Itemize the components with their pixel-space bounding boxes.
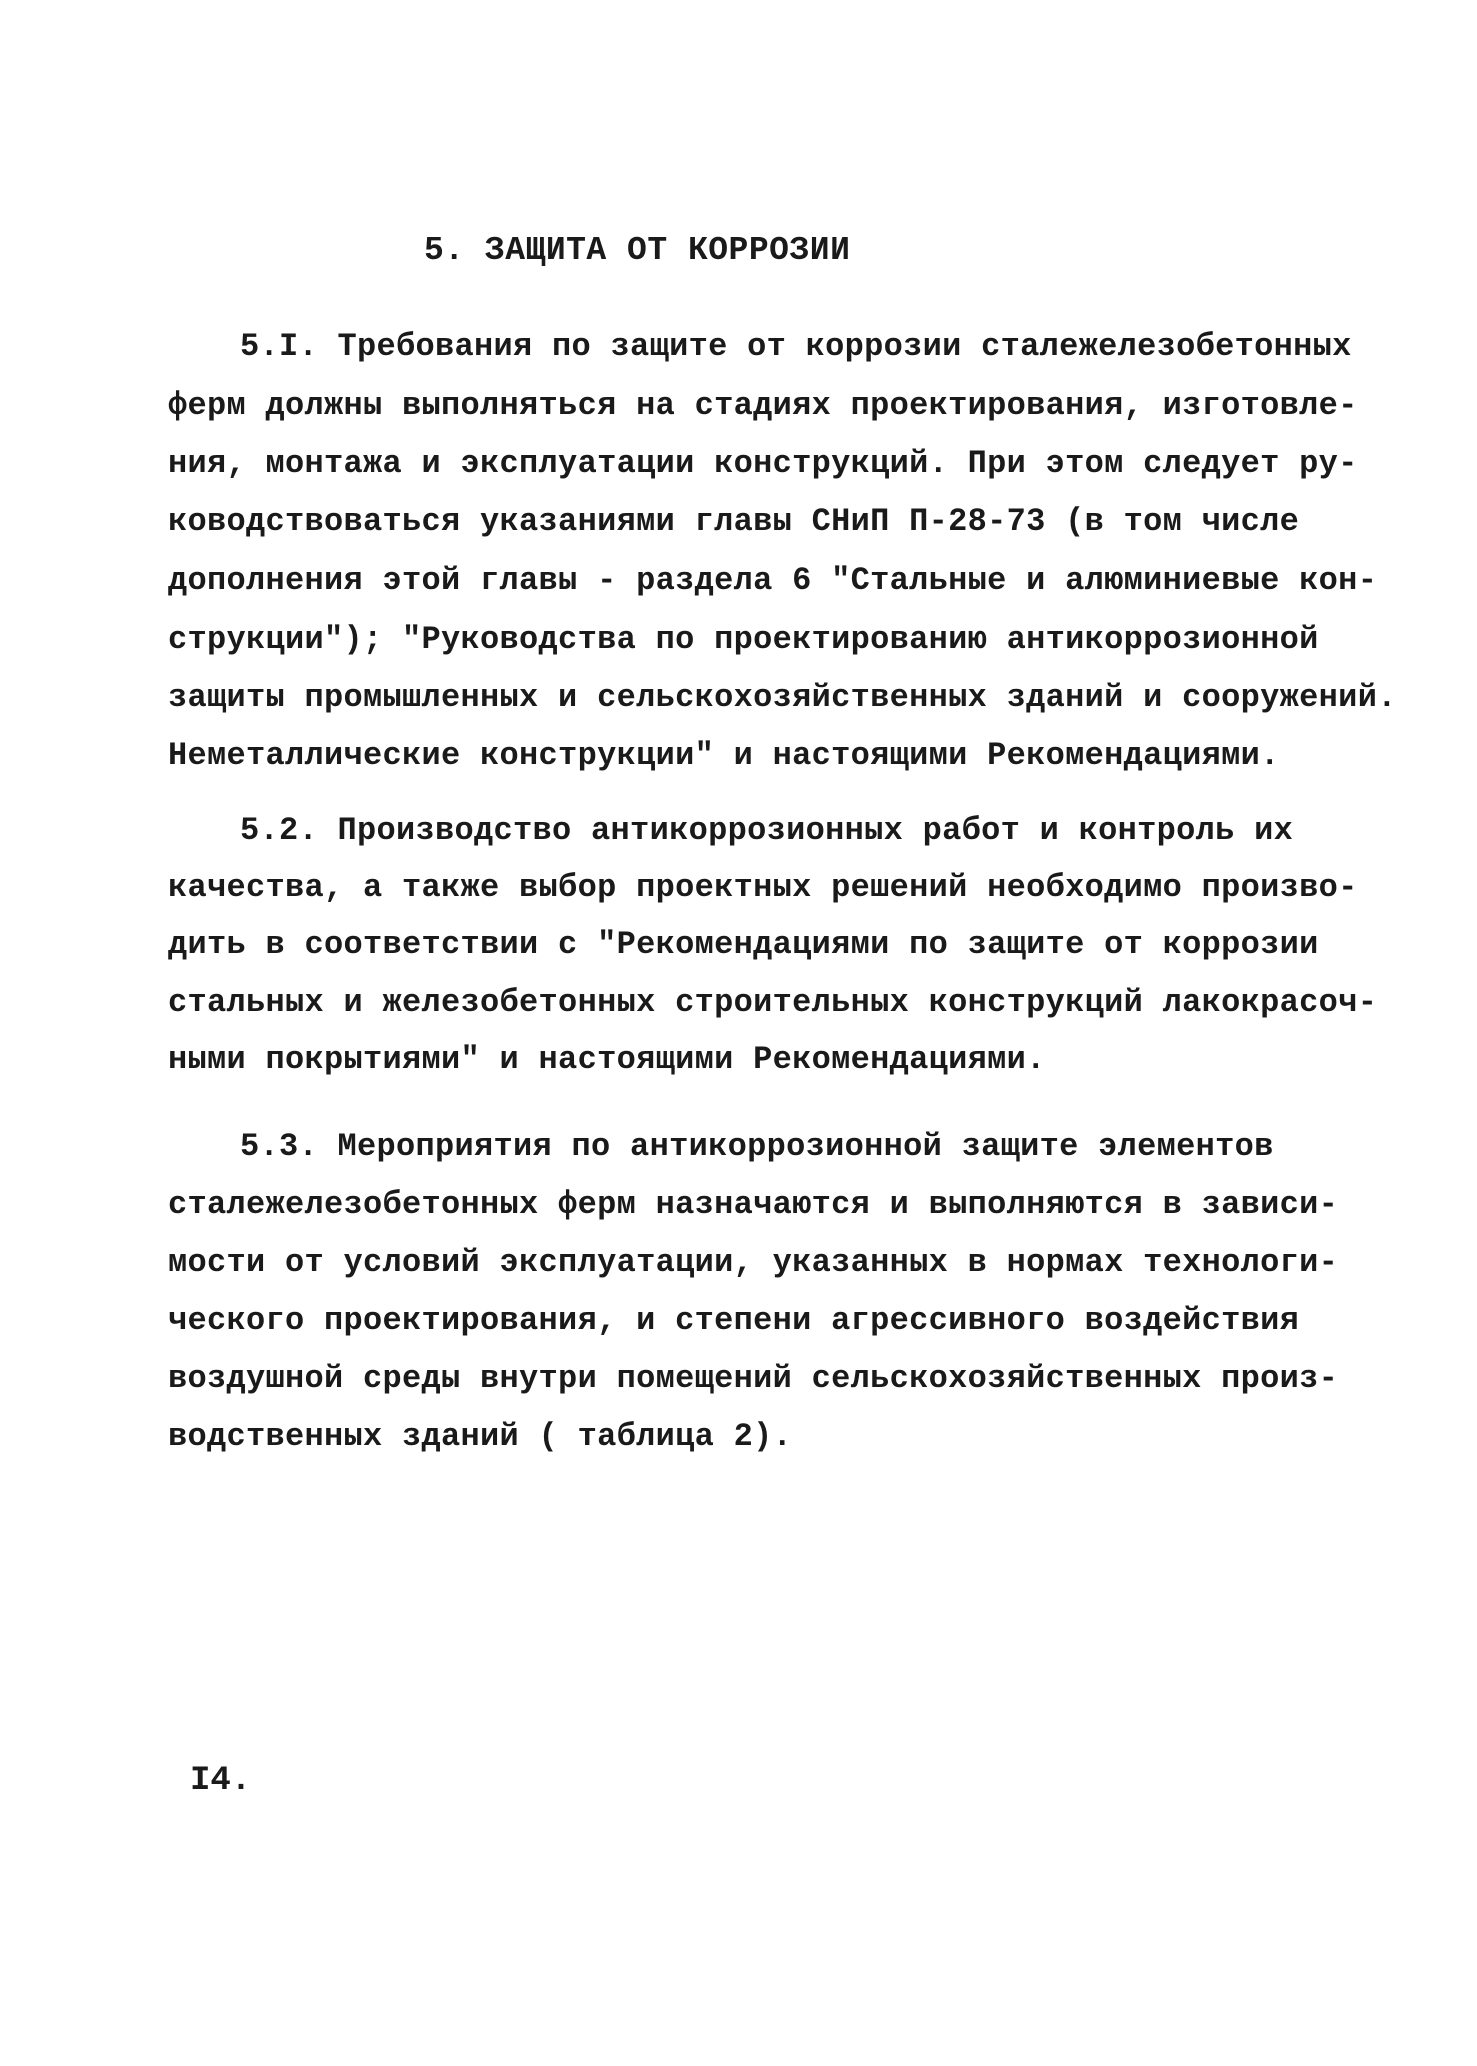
paragraph-5-3-line: 5.3. Мероприятия по антикоррозионной защите элементов bbox=[240, 1128, 1274, 1165]
paragraph-5-3-line: ческого проектирования, и степени агрессивного воздействия bbox=[168, 1302, 1300, 1339]
paragraph-5-1-line: 5.I. Требования по защите от коррозии сталежелезобетонных bbox=[240, 328, 1352, 365]
paragraph-5-1-line: струкции"); "Руководства по проектированию антикоррозионной bbox=[168, 621, 1319, 658]
paragraph-5-3-line: воздушной среды внутри помещений сельскохозяйственных произ- bbox=[168, 1360, 1339, 1397]
paragraph-5-1-line: Неметаллические конструкции" и настоящими Рекомендациями. bbox=[168, 737, 1280, 774]
paragraph-5-1-line: ния, монтажа и эксплуатации конструкций. При этом следует ру- bbox=[168, 445, 1358, 482]
paragraph-5-1-line: ферм должны выполняться на стадиях проектирования, изготовле- bbox=[168, 387, 1358, 424]
paragraph-5-1-line: защиты промышленных и сельскохозяйственных зданий и сооружений. bbox=[168, 679, 1397, 716]
paragraph-5-2-line: 5.2. Производство антикоррозионных работ и контроль их bbox=[240, 812, 1294, 849]
paragraph-5-2-line: качества, а также выбор проектных решений необходимо произво- bbox=[168, 869, 1358, 906]
paragraph-5-2-line: ными покрытиями" и настоящими Рекомендациями. bbox=[168, 1041, 1046, 1078]
paragraph-5-3-line: мости от условий эксплуатации, указанных в нормах технологи- bbox=[168, 1244, 1339, 1281]
paragraph-5-2-line: стальных и железобетонных строительных конструкций лакокрасоч- bbox=[168, 984, 1378, 1021]
section-heading: 5. ЗАЩИТА ОТ КОРРОЗИИ bbox=[424, 232, 851, 269]
paragraph-5-1-line: ководствоваться указаниями главы СНиП П-28-73 (в том числе bbox=[168, 503, 1300, 540]
paragraph-5-3-line: сталежелезобетонных ферм назначаются и выполняются в зависи- bbox=[168, 1186, 1339, 1223]
page-number: I4. bbox=[190, 1762, 252, 1800]
paragraph-5-1-line: дополнения этой главы - раздела 6 "Стальные и алюминиевые кон- bbox=[168, 562, 1378, 599]
paragraph-5-2-line: дить в соответствии с "Рекомендациями по защите от коррозии bbox=[168, 926, 1319, 963]
paragraph-5-3-line: водственных зданий ( таблица 2). bbox=[168, 1418, 793, 1455]
